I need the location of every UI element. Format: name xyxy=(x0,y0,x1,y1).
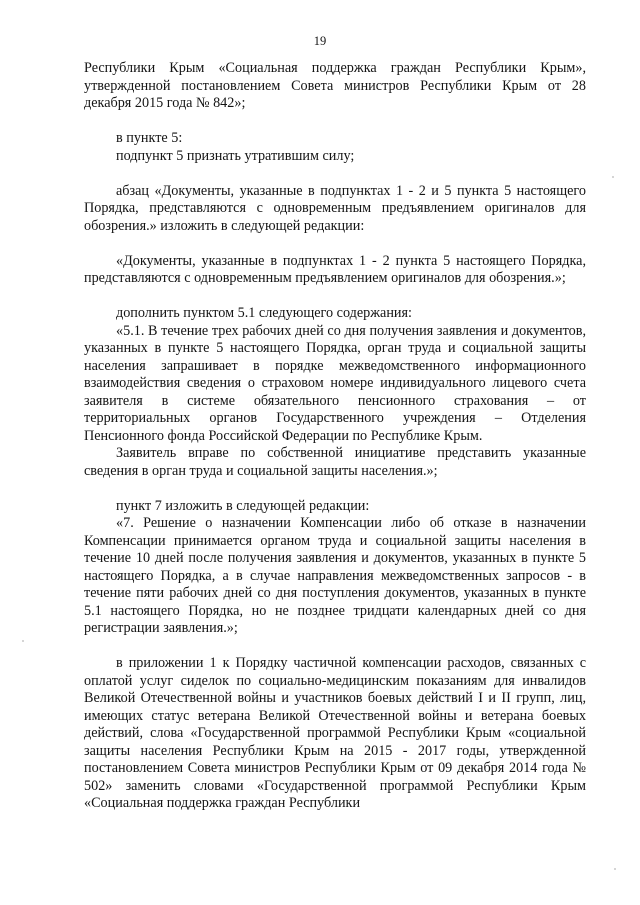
paragraph-abzac-documents: абзац «Документы, указанные в подпунктах 1 - 2 и 5 пункта 5 настоящего Порядка, представляются с одновременным предъявлением оригиналов для обозрения.» изложить в следующей редакции: xyxy=(84,182,586,234)
paragraph-item-7: «7. Решение о назначении Компенсации либо об отказе в назначении Компенсации принимается органом труда и социальной защиты населения в течение 10 дней после получения заявления и документов, указанных в пункте 5 настоящего Порядка, а в случае направления межведомственных запросов - в течение пяти рабочих дней со дня поступления документов, указанных в пункте 5.1 настоящего Порядка, но не позднее тридцати календарных дней со дня регистрации заявления.»; xyxy=(84,515,586,636)
scan-speck xyxy=(612,176,614,178)
paragraph-continuation: Республики Крым «Социальная поддержка граждан Республики Крым», утвержденной постановлением Совета министров Республики Крым от 28 декабря 2015 года № 842»; xyxy=(84,60,586,111)
document-body xyxy=(84,60,586,813)
scan-speck xyxy=(614,868,616,870)
page-number: 19 xyxy=(313,34,327,48)
paragraph-new-wording-documents: «Документы, указанные в подпунктах 1 - 2 пункта 5 настоящего Порядка, представляются с одновременным предъявлением оригиналов для обозрения.»; xyxy=(84,252,586,286)
paragraph-item-5-intro: в пункте 5: xyxy=(116,130,183,146)
spacer xyxy=(84,480,586,498)
spacer xyxy=(84,638,586,656)
paragraph-applicant-right: Заявитель вправе по собственной инициативе представить указанные сведения в орган труда и социальной защиты населения.»; xyxy=(84,445,586,479)
paragraph-add-item-5-1: дополнить пунктом 5.1 следующего содержания: xyxy=(116,305,412,321)
spacer xyxy=(84,113,586,131)
spacer xyxy=(84,165,586,183)
scan-speck xyxy=(22,640,24,642)
paragraph-item-5-1: «5.1. В течение трех рабочих дней со дня получения заявления и документов, указанных в пункте 5 настоящего Порядка, орган труда и социальной защиты населения запрашивает в порядке межведомственного информационного взаимодействия сведения о страховом номере индивидуального лицевого счета заявителя в системе обязательного пенсионного страхования – от территориальных органов Государственного учреждения – Отделения Пенсионного фонда Российской Федерации по Республике Крым. xyxy=(84,322,586,444)
paragraph-appendix-1: в приложении 1 к Порядку частичной компенсации расходов, связанных с оплатой услуг сиделок по социально-медицинским показаниям для инвалидов Великой Отечественной войны и участников боевых действий I и II групп, лиц, имеющих статус ветерана Великой Отечественной войны и ветерана боевых действий, слова «Государственной программой Республики Крым «социальной защиты населения Республики Крым на 2015 - 2017 годы, утвержденной постановлением Совета министров Республики Крым от 09 декабря 2014 года № 502» заменить словами «Государственной программой Республики Крым «Социальная поддержка граждан Республики xyxy=(84,655,586,811)
spacer xyxy=(84,235,586,253)
spacer xyxy=(84,288,586,306)
paragraph-item-7-intro: пункт 7 изложить в следующей редакции: xyxy=(116,497,370,514)
paragraph-subitem-5-void: подпункт 5 признать утратившим силу; xyxy=(116,147,355,164)
